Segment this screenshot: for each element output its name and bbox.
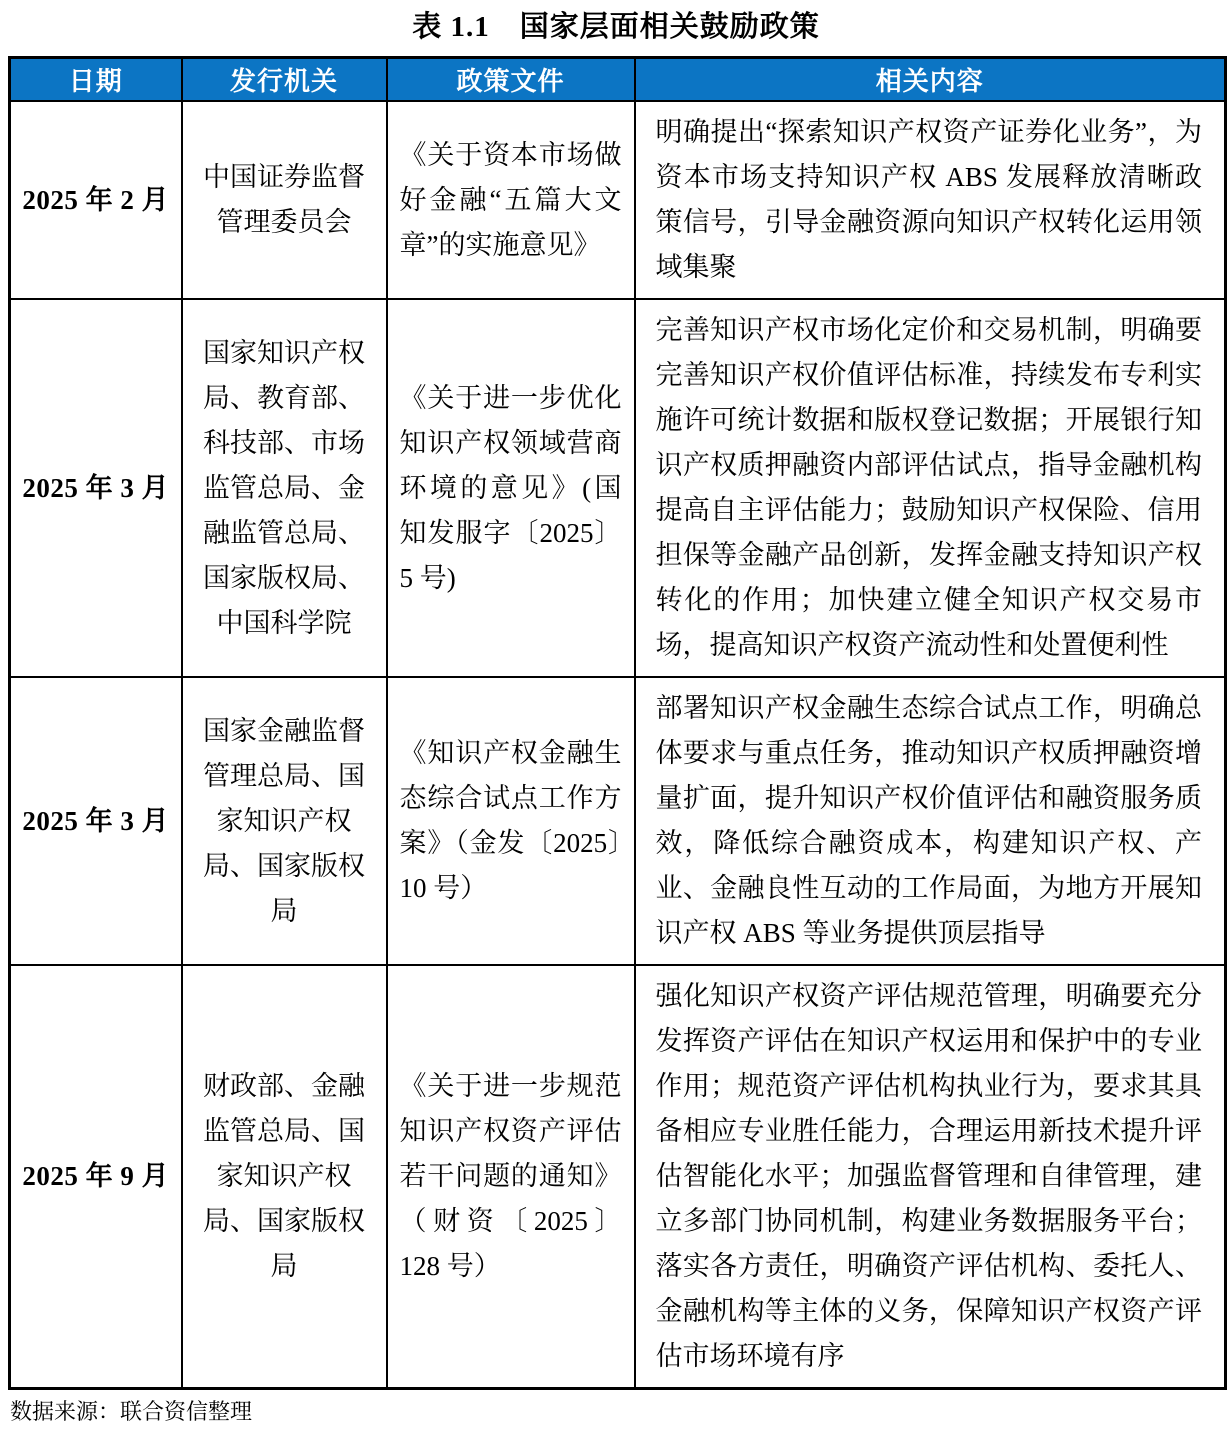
column-header-agency: 发行机关 xyxy=(182,58,387,102)
column-header-document: 政策文件 xyxy=(387,58,635,102)
date-cell: 2025 年 9 月 xyxy=(10,965,182,1389)
source-note: 数据来源：联合资信整理 xyxy=(10,1399,253,1424)
date-cell: 2025 年 2 月 xyxy=(10,101,182,299)
table-title: 表 1.1 国家层面相关鼓励政策 xyxy=(412,11,820,43)
table-header-row xyxy=(10,58,1226,102)
agency-cell: 国家金融监督管理总局、国家知识产权局、国家版权局 xyxy=(182,677,387,965)
content-cell: 完善知识产权市场化定价和交易机制，明确要完善知识产权价值评估标准，持续发布专利实施许可统计数据和版权登记数据；开展银行知识产权质押融资内部评估试点，指导金融机构提高自主评估能力；鼓励知识产权保险、信用担保等金融产品创新，发挥金融支持知识产权转化的作用；加快建立健全知识产权交易市场，提高知识产权资产流动性和处置便利性 xyxy=(635,299,1226,677)
document-cell: 《关于进一步优化知识产权领域营商环境的意见》(国知发服字〔2025〕5 号) xyxy=(387,299,635,677)
agency-cell: 中国证券监督管理委员会 xyxy=(182,101,387,299)
column-header-content: 相关内容 xyxy=(635,58,1226,102)
table-row xyxy=(10,299,1226,677)
content-cell: 强化知识产权资产评估规范管理，明确要充分发挥资产评估在知识产权运用和保护中的专业作用；规范资产评估机构执业行为，要求其具备相应专业胜任能力，合理运用新技术提升评估智能化水平；加强监督管理和自律管理，建立多部门协同机制，构建业务数据服务平台；落实各方责任，明确资产评估机构、委托人、金融机构等主体的义务，保障知识产权资产评估市场环境有序 xyxy=(635,965,1226,1389)
table-row xyxy=(10,965,1226,1389)
document-cell: 《知识产权金融生态综合试点工作方案》（金发〔2025〕10 号） xyxy=(387,677,635,965)
agency-cell: 国家知识产权局、教育部、科技部、市场监管总局、金融监管总局、国家版权局、中国科学院 xyxy=(182,299,387,677)
document-cell: 《关于进一步规范知识产权资产评估若干问题的通知》（财资〔2025〕128 号） xyxy=(387,965,635,1389)
agency-cell: 财政部、金融监管总局、国家知识产权局、国家版权局 xyxy=(182,965,387,1389)
content-cell: 明确提出“探索知识产权资产证券化业务”，为资本市场支持知识产权 ABS 发展释放清晰政策信号，引导金融资源向知识产权转化运用领域集聚 xyxy=(635,101,1226,299)
policy-table xyxy=(8,56,1227,1390)
table-row xyxy=(10,101,1226,299)
date-cell: 2025 年 3 月 xyxy=(10,299,182,677)
date-cell: 2025 年 3 月 xyxy=(10,677,182,965)
column-header-date: 日期 xyxy=(10,58,182,102)
table-row xyxy=(10,677,1226,965)
content-cell: 部署知识产权金融生态综合试点工作，明确总体要求与重点任务，推动知识产权质押融资增量扩面，提升知识产权价值评估和融资服务质效，降低综合融资成本，构建知识产权、产业、金融良性互动的工作局面，为地方开展知识产权 ABS 等业务提供顶层指导 xyxy=(635,677,1226,965)
document-cell: 《关于资本市场做好金融“五篇大文章”的实施意见》 xyxy=(387,101,635,299)
